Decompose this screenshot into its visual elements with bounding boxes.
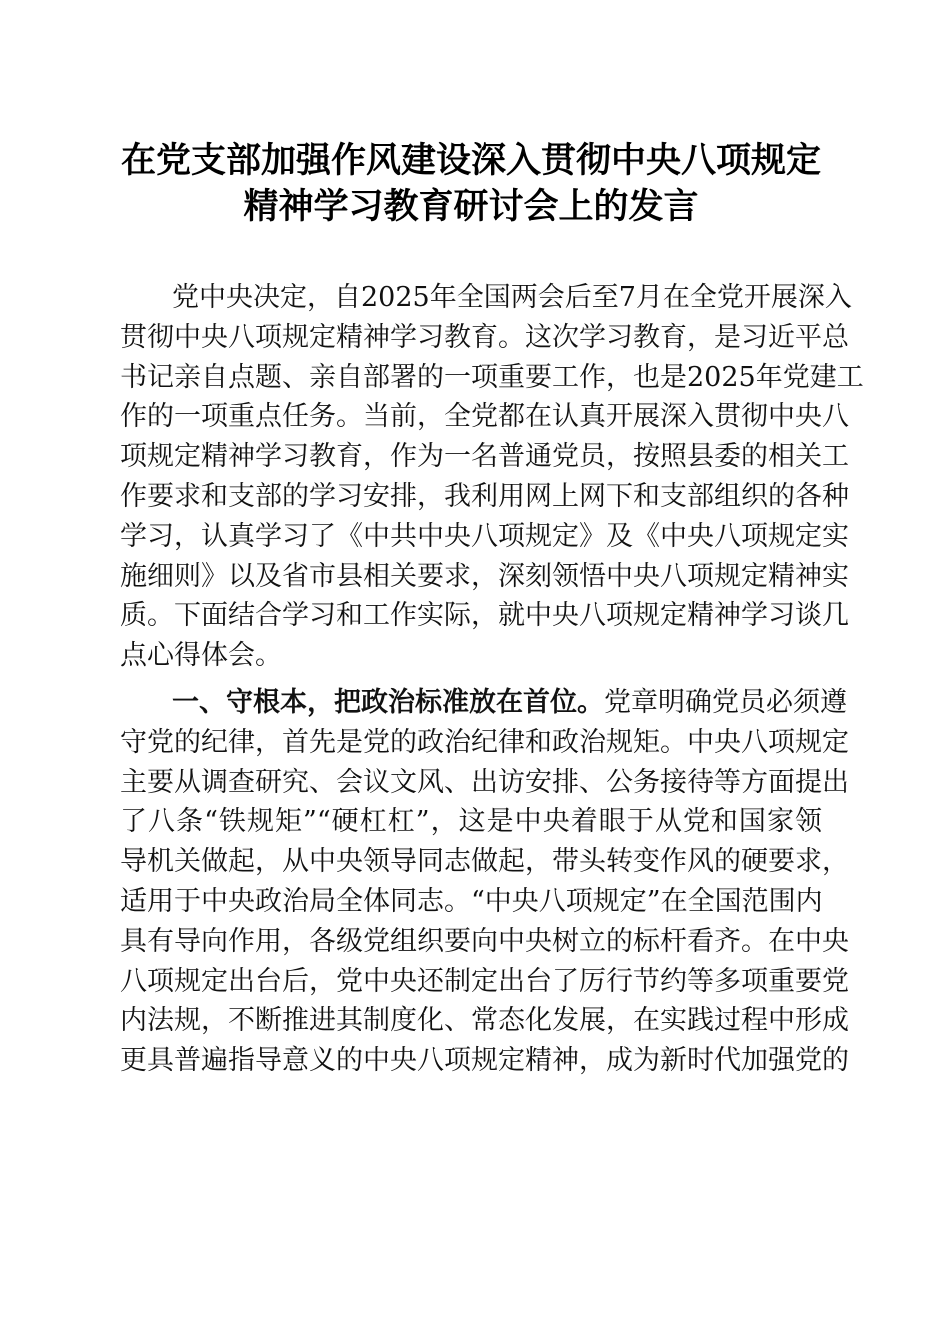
text-line: 项规定精神学习教育，作为一名普通党员，按照县委的相关工 <box>120 441 849 473</box>
section-text: 党章明确党员必须遵 <box>604 686 847 718</box>
text-line: 适用于中央政治局全体同志。“中央八项规定”在全国范围内 <box>120 885 823 917</box>
title-line-2: 精神学习教育研讨会上的发言 <box>243 186 699 227</box>
text-line: 内法规，不断推进其制度化、常态化发展，在实践过程中形成 <box>120 1005 849 1037</box>
text-line: 导机关做起，从中央领导同志做起，带头转变作风的硬要求， <box>120 846 849 878</box>
paragraph-section-1 <box>120 683 849 1081</box>
text-line: 作的一项重点任务。当前，全党都在认真开展深入贯彻中央八 <box>120 401 849 433</box>
text-line: 党中央决定，自2025年全国两会后至7月在全党开展深入 <box>172 282 852 313</box>
text-line: 点心得体会。 <box>120 640 282 672</box>
text-line: 守党的纪律，首先是党的政治纪律和政治规矩。中央八项规定 <box>120 726 849 758</box>
text-line: 书记亲自点题、亲自部署的一项重要工作，也是2025年党建工 <box>120 361 864 393</box>
paragraph-intro <box>120 278 864 676</box>
text-line: 学习，认真学习了《中共中央八项规定》及《中央八项规定实 <box>120 520 849 552</box>
title-line-1: 在党支部加强作风建设深入贯彻中央八项规定 <box>120 140 821 181</box>
text-line: 更具普遍指导意义的中央八项规定精神，成为新时代加强党的 <box>120 1045 849 1077</box>
text-line: 作要求和支部的学习安排，我利用网上网下和支部组织的各种 <box>120 480 849 512</box>
text-line: 八项规定出台后，党中央还制定出台了厉行节约等多项重要党 <box>120 965 849 997</box>
text-line: 质。下面结合学习和工作实际，就中央八项规定精神学习谈几 <box>120 600 849 632</box>
section-heading: 一、守根本，把政治标准放在首位。 <box>172 686 604 718</box>
text-line: 贯彻中央八项规定精神学习教育。这次学习教育，是习近平总 <box>120 321 849 353</box>
text-line <box>120 683 847 723</box>
text-line: 主要从调查研究、会议文风、出访安排、公务接待等方面提出 <box>120 766 849 798</box>
document-body <box>120 278 864 1081</box>
text-line: 施细则》以及省市县相关要求，深刻领悟中央八项规定精神实 <box>120 560 849 592</box>
document-title <box>118 138 824 230</box>
text-line: 具有导向作用，各级党组织要向中央树立的标杆看齐。在中央 <box>120 925 849 957</box>
text-line: 了八条“铁规矩”“硬杠杠”，这是中央着眼于从党和国家领 <box>120 806 822 838</box>
